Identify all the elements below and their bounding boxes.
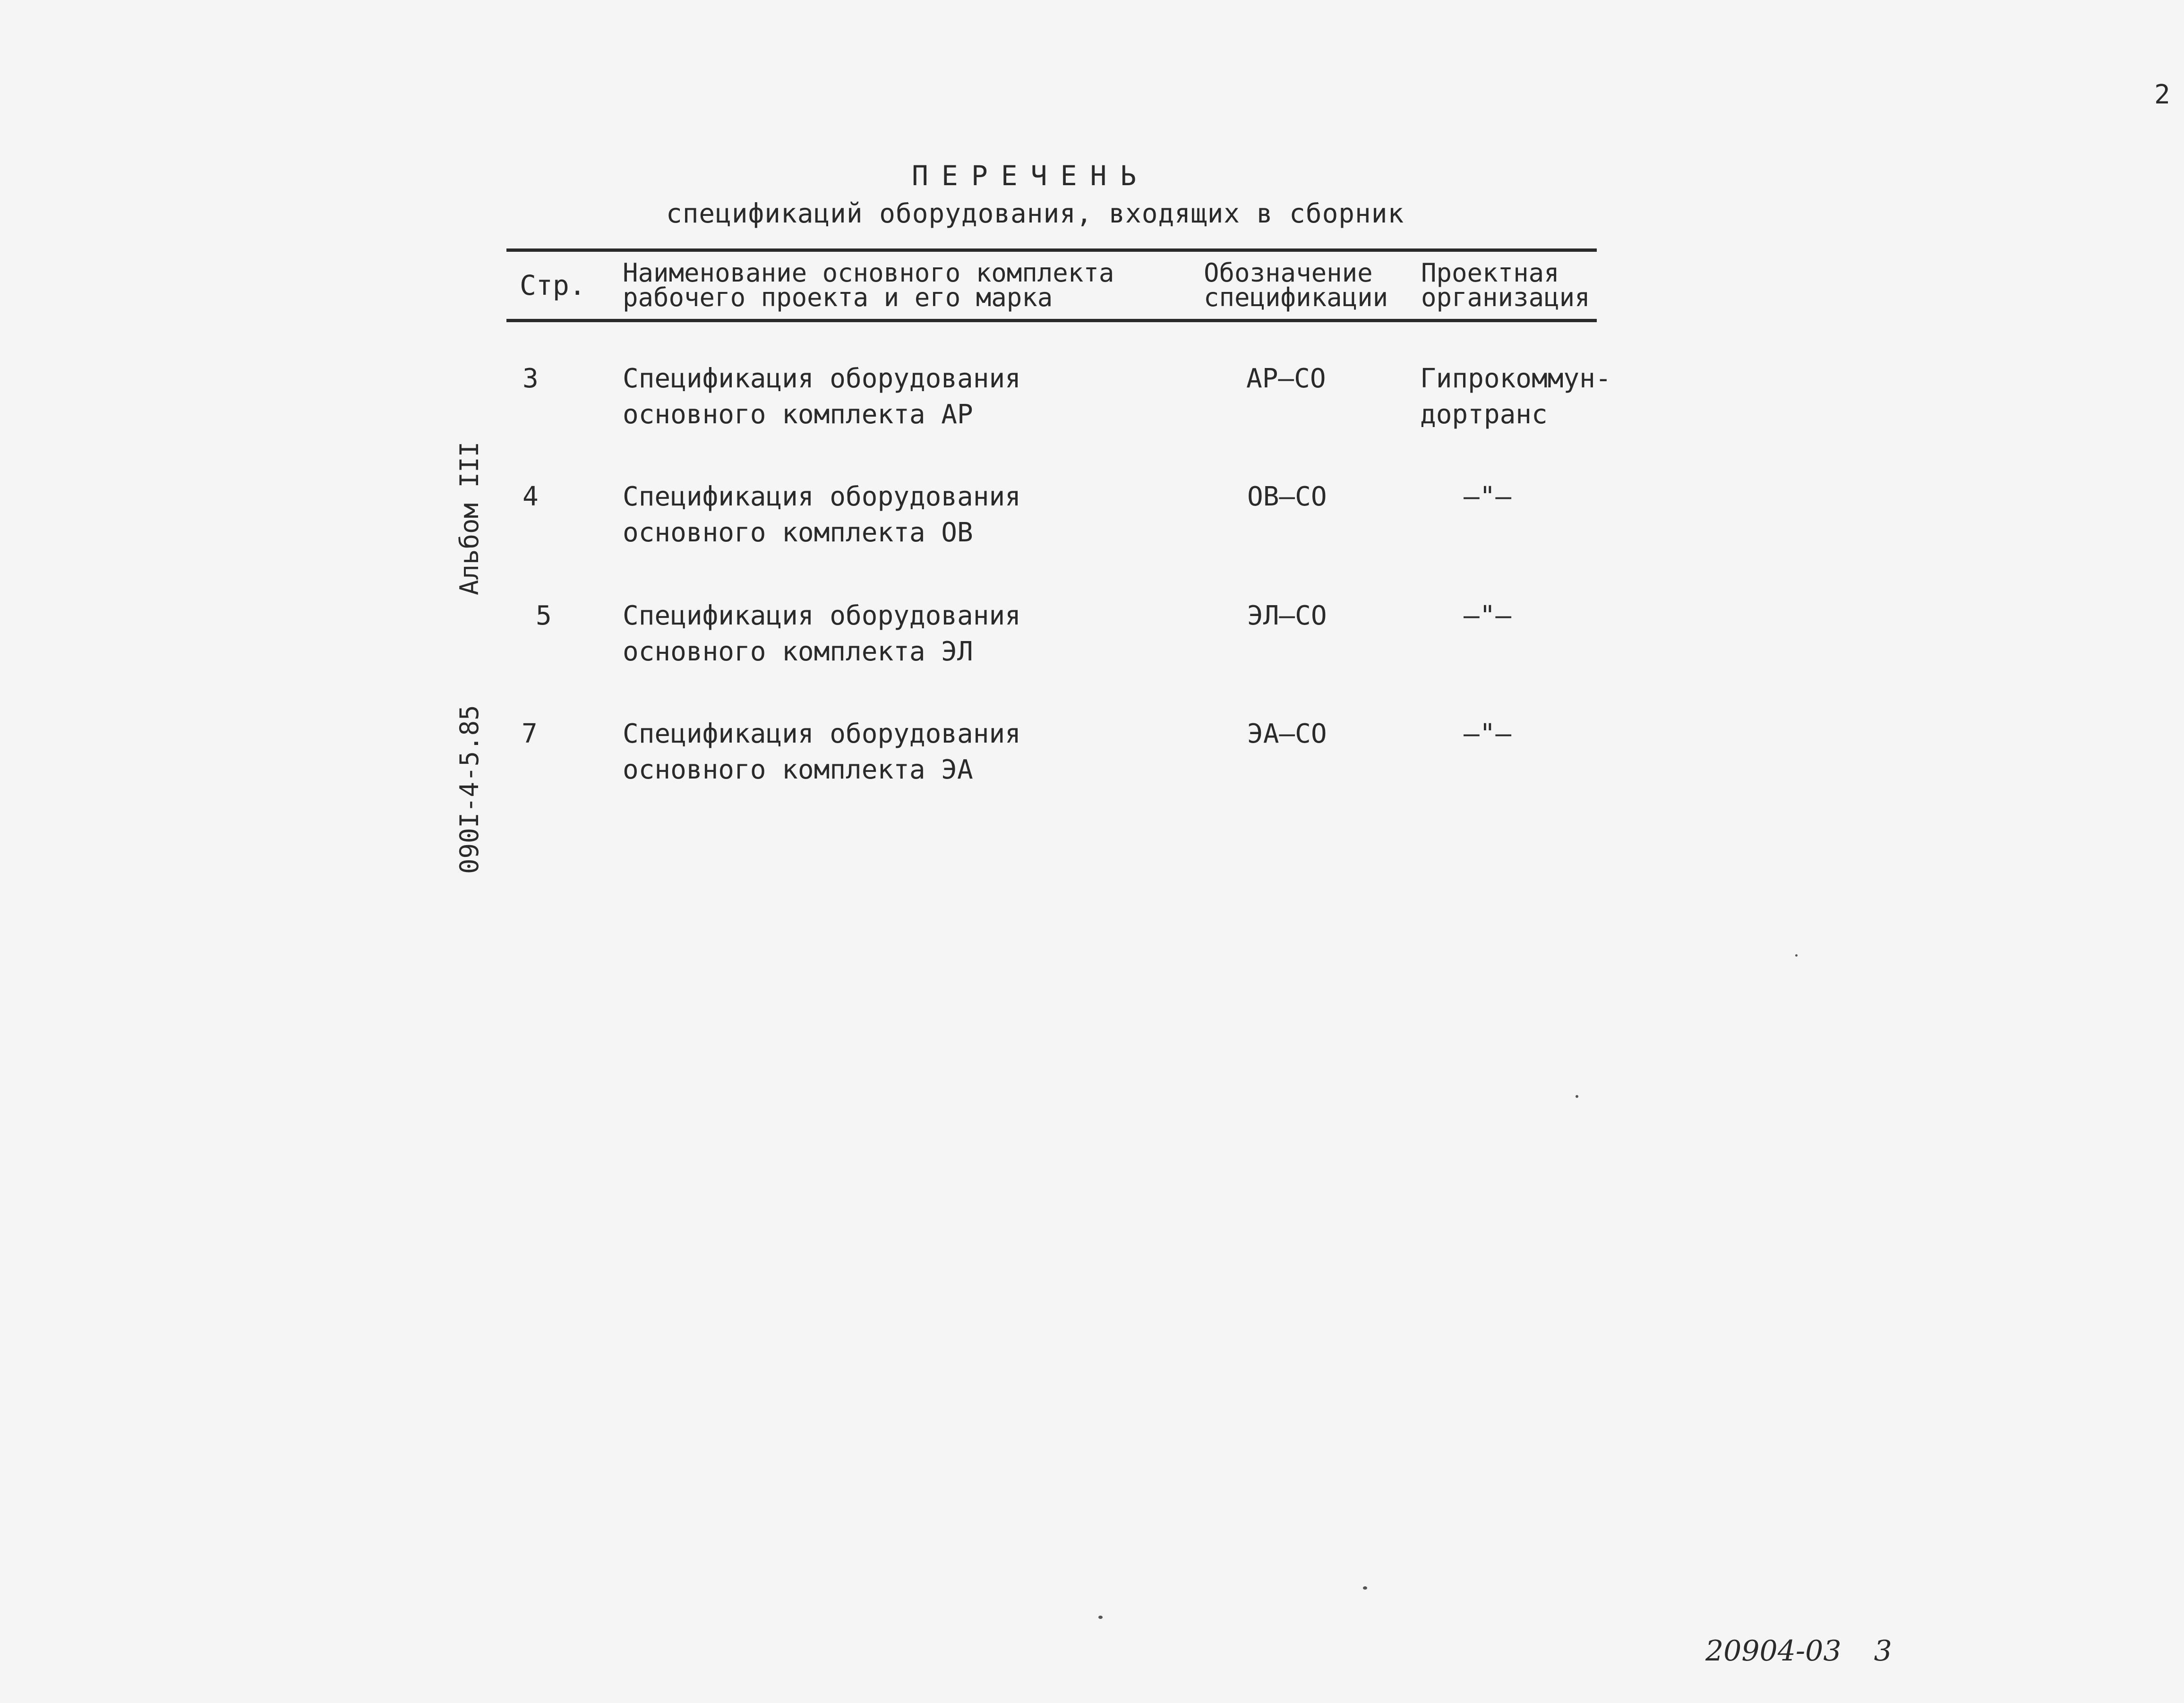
row-code: ЭЛ–СО xyxy=(1247,600,1327,631)
scan-speck xyxy=(1795,954,1798,957)
row-page: 3 xyxy=(522,363,539,394)
row-org: –"– xyxy=(1464,719,1512,749)
header-name-line2: рабочего проекта и его марка xyxy=(623,282,1053,312)
header-org-line2: организация xyxy=(1421,282,1590,312)
page-number: 2 xyxy=(2154,79,2170,110)
row-org-line2: дортранс xyxy=(1420,399,1548,430)
document-title: ПЕРЕЧЕНЬ xyxy=(912,160,1150,192)
side-label-album: Альбом III xyxy=(454,441,484,595)
row-name-line1: Спецификация оборудования xyxy=(623,600,1021,631)
row-org: –"– xyxy=(1464,600,1512,631)
row-code: ОВ–СО xyxy=(1247,481,1327,512)
row-name xyxy=(623,479,1021,551)
table-top-rule xyxy=(506,248,1597,252)
archive-number: 20904-03 xyxy=(1705,1635,1841,1668)
header-code-line2: спецификации xyxy=(1204,282,1388,312)
row-name-line2: основного комплекта ОВ xyxy=(623,517,973,548)
header-org-line1: Проектная xyxy=(1421,258,1559,288)
row-page: 7 xyxy=(522,719,538,749)
row-page: 5 xyxy=(536,600,552,631)
header-name xyxy=(623,258,1114,312)
row-name-line1: Спецификация оборудования xyxy=(623,481,1021,512)
scan-speck xyxy=(1576,1095,1578,1098)
row-org: –"– xyxy=(1464,481,1512,512)
table-header-rule xyxy=(506,319,1597,322)
row-org-line1: Гипрокоммун- xyxy=(1420,363,1611,394)
row-name xyxy=(623,598,1021,670)
archive-stamp xyxy=(1705,1635,1892,1668)
scan-speck xyxy=(1098,1616,1103,1619)
row-code: ЭА–СО xyxy=(1247,719,1327,749)
header-code-line1: Обозначение xyxy=(1204,258,1373,288)
row-page: 4 xyxy=(522,481,539,512)
row-name-line1: Спецификация оборудования xyxy=(623,719,1021,749)
header-page: Стр. xyxy=(520,269,586,301)
row-name xyxy=(623,716,1021,788)
header-code xyxy=(1204,258,1388,312)
row-name-line2: основного комплекта ЭА xyxy=(623,754,973,785)
row-name-line1: Спецификация оборудования xyxy=(623,363,1021,394)
row-name-line2: основного комплекта АР xyxy=(623,399,973,430)
row-org xyxy=(1420,361,1611,433)
side-label-series: 090I-4-5.85 xyxy=(454,705,484,874)
row-code: АР–СО xyxy=(1246,363,1326,394)
header-name-line1: Наименование основного комплекта xyxy=(623,258,1114,288)
archive-sheet: 3 xyxy=(1874,1635,1892,1668)
scan-speck xyxy=(1363,1586,1367,1590)
row-name-line2: основного комплекта ЭЛ xyxy=(623,636,973,667)
row-name xyxy=(623,361,1021,433)
header-org xyxy=(1421,258,1590,312)
document-subtitle: спецификаций оборудования, входящих в сборник xyxy=(666,198,1405,229)
